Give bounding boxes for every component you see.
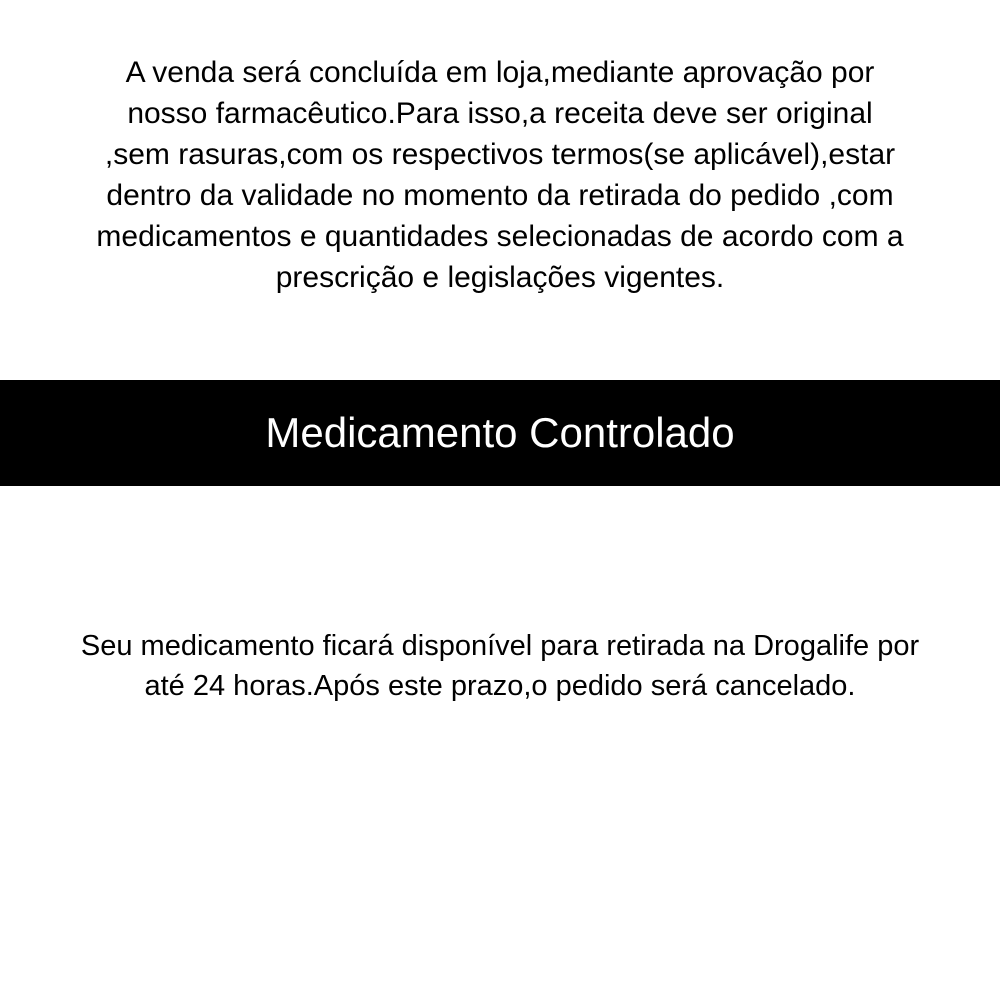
bottom-notice-text: Seu medicamento ficará disponível para retirada na Drogalife por até 24 horas.Após este prazo,o pedido será cancelado.	[80, 630, 920, 702]
bottom-notice-block	[0, 626, 1000, 706]
spacer-below-banner	[0, 486, 1000, 626]
spacer-above-banner	[0, 298, 1000, 380]
page-bottom-filler	[0, 706, 1000, 1000]
top-notice-block	[0, 0, 1000, 298]
top-notice-text: A venda será concluída em loja,mediante aprovação por nosso farmacêutico.Para isso,a receita deve ser original ,sem rasuras,com os respectivos termos(se aplicável),estar dentro da validade no momento da retirada do pedido ,com medicamentos e quantidades selecionadas de acordo com a prescrição e legislações vigentes.	[96, 56, 904, 294]
controlled-medication-banner	[0, 380, 1000, 486]
banner-title: Medicamento Controlado	[265, 409, 735, 456]
